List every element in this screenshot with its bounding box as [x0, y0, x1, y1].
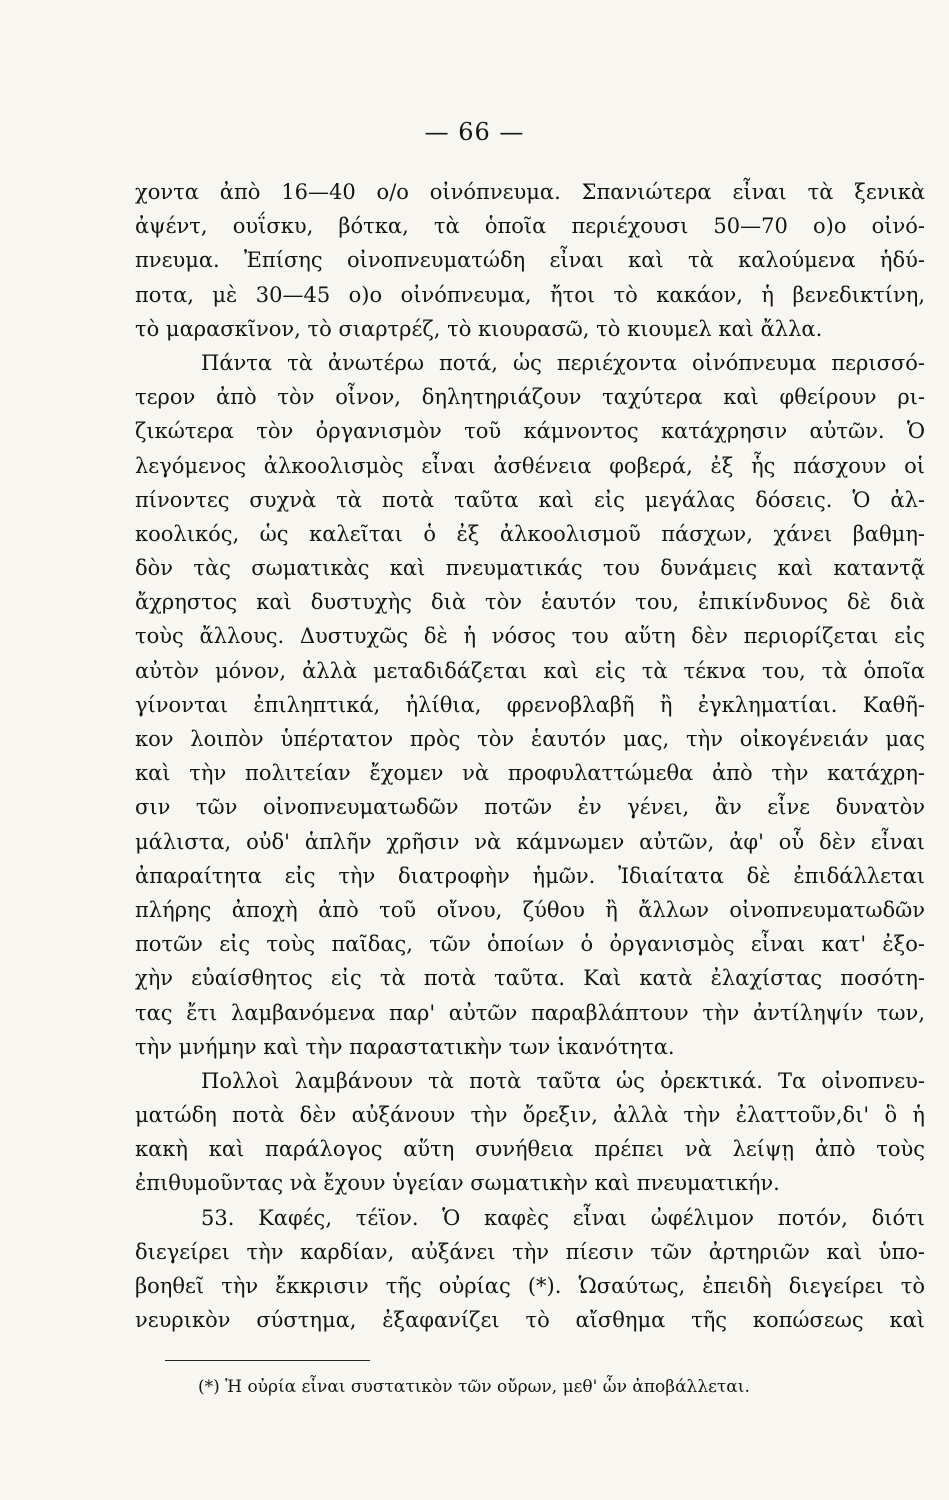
text-line: λεγόμενος ἀλκοολισμὸς εἶναι ἀσθένεια φοβερά, ἐξ ἧς πάσχουν οἱ: [135, 453, 925, 478]
text-line: καὶ τὴν πολιτείαν ἔχομεν νὰ προφυλαττώμεθα ἀπὸ τὴν κατάχρη-: [135, 761, 925, 786]
text-line: αὐτὸν μόνον, ἀλλὰ μεταδιδάζεται καὶ εἰς τὰ τέκνα του, τὰ ὁποῖα: [135, 658, 925, 683]
text-line: πίνοντες συχνὰ τὰ ποτὰ ταῦτα καὶ εἰς μεγάλας δόσεις. Ὁ ἀλ-: [135, 487, 925, 512]
text-line: 53. Καφές, τέϊον. Ὁ καφὲς εἶναι ὠφέλιμον ποτόν, διότι: [201, 1205, 925, 1230]
text-line: διεγείρει τὴν καρδίαν, αὐξάνει τὴν πίεσιν τῶν ἀρτηριῶν καὶ ὑπο-: [135, 1239, 925, 1264]
text-line: βοηθεῖ τὴν ἔκκρισιν τῆς οὐρίας (*). Ὡσαύτως, ἐπειδὴ διεγείρει τὸ: [135, 1274, 925, 1298]
text-line: τερον ἀπὸ τὸν οἶνον, δηλητηριάζουν ταχύτερα καὶ φθείρουν ρι-: [135, 385, 925, 410]
text-line: ἀπαραίτητα εἰς τὴν διατροφὴν ἡμῶν. Ἰδιαίτατα δὲ ἐπιδάλλεται: [135, 863, 925, 888]
footnote-separator: [165, 1360, 370, 1361]
text-line: Πολλοὶ λαμβάνουν τὰ ποτὰ ταῦτα ὡς ὀρεκτικά. Τα οἰνοπνευ-: [201, 1068, 925, 1093]
text-line: δὸν τὰς σωματικὰς καὶ πνευματικάς του δυνάμεις καὶ καταντᾷ: [135, 556, 925, 581]
text-line: ἄχρηστος καὶ δυστυχὴς διὰ τὸν ἑαυτόν του, ἐπικίνδυνος δὲ διὰ: [135, 590, 925, 615]
text-line: τὸ μαρασκῖνον, τὸ σιαρτρέζ, τὸ κιουρασῶ, τὸ κιουμελ καὶ ἄλλα.: [135, 316, 823, 341]
text-line: τὴν μνήμην καὶ τὴν παραστατικὴν των ἱκανότητα.: [135, 1034, 675, 1059]
text-line: χὴν εὐαίσθητος εἰς τὰ ποτὰ ταῦτα. Καὶ κατὰ ἐλαχίστας ποσότη-: [135, 966, 925, 991]
text-line: τοὺς ἄλλους. Δυστυχῶς δὲ ἡ νόσος του αὕτη δὲν περιορίζεται εἰς: [135, 624, 925, 649]
text-line: ποτῶν εἰς τοὺς παῖδας, τῶν ὁποίων ὁ ὀργανισμὸς εἶναι κατ' ἐξο-: [135, 932, 925, 957]
text-line: ποτα, μὲ 30—45 ο)ο οἰνόπνευμα, ἤτοι τὸ κακάον, ἡ βενεδικτίνη,: [135, 282, 925, 307]
text-line: κοολικός, ὡς καλεῖται ὁ ἐξ ἀλκοολισμοῦ πάσχων, χάνει βαθμη-: [135, 521, 925, 546]
text-line: τας ἔτι λαμβανόμενα παρ' αὐτῶν παραβλάπτουν τὴν ἀντίληψίν των,: [135, 1000, 925, 1025]
text-line: σιν τῶν οἰνοπνευματωδῶν ποτῶν ἐν γένει, ἂν εἶνε δυνατὸν: [135, 795, 925, 820]
text-line: Πάντα τὰ ἀνωτέρω ποτά, ὡς περιέχοντα οἰνόπνευμα περισσό-: [201, 350, 925, 375]
text-line: ἀψέντ, ουΐσκυ, βότκα, τὰ ὁποῖα περιέχουσι 50—70 ο)ο οἰνό-: [135, 214, 925, 239]
page-number: — 66 —: [424, 118, 525, 146]
body-text: [135, 175, 925, 1337]
text-line: γίνονται ἐπιληπτικά, ἠλίθια, φρενοβλαβῆ ἢ ἐγκληματίαι. Καθῆ-: [135, 692, 925, 717]
text-line: χοντα ἀπὸ 16—40 ο/ο οἰνόπνευμα. Σπανιώτερα εἶναι τὰ ξενικὰ: [135, 180, 925, 204]
footnote: (*) Ἡ οὐρία εἶναι συστατικὸν τῶν οὔρων, μεθ' ὧν ἀποβάλλεται.: [198, 1377, 750, 1397]
text-line: κακὴ καὶ παράλογος αὕτη συνήθεια πρέπει νὰ λείψῃ ἀπὸ τοὺς: [135, 1137, 925, 1162]
text-line: μάλιστα, οὐδ' ἁπλῆν χρῆσιν νὰ κάμνωμεν αὐτῶν, ἀφ' οὗ δὲν εἶναι: [135, 829, 925, 854]
text-line: ἐπιθυμοῦντας νὰ ἔχουν ὑγείαν σωματικὴν καὶ πνευματικήν.: [135, 1171, 780, 1196]
text-line: κον λοιπὸν ὑπέρτατον πρὸς τὸν ἑαυτόν μας, τὴν οἰκογένειάν μας: [135, 727, 925, 751]
text-line: ματώδη ποτὰ δὲν αὐξάνουν τὴν ὄρεξιν, ἀλλὰ τὴν ἐλαττοῦν,δι' ὃ ἡ: [135, 1103, 925, 1128]
text-line: πλήρης ἀποχὴ ἀπὸ τοῦ οἴνου, ζύθου ἢ ἄλλων οἰνοπνευματωδῶν: [135, 897, 925, 922]
text-line: πνευμα. Ἐπίσης οἰνοπνευματώδη εἶναι καὶ τὰ καλούμενα ἡδύ-: [135, 248, 925, 273]
text-line: ζικώτερα τὸν ὀργανισμὸν τοῦ κάμνοντος κατάχρησιν αὐτῶν. Ὁ: [135, 419, 925, 444]
text-line: νευρικὸν σύστημα, ἐξαφανίζει τὸ αἴσθημα τῆς κοπώσεως καὶ: [135, 1308, 925, 1333]
